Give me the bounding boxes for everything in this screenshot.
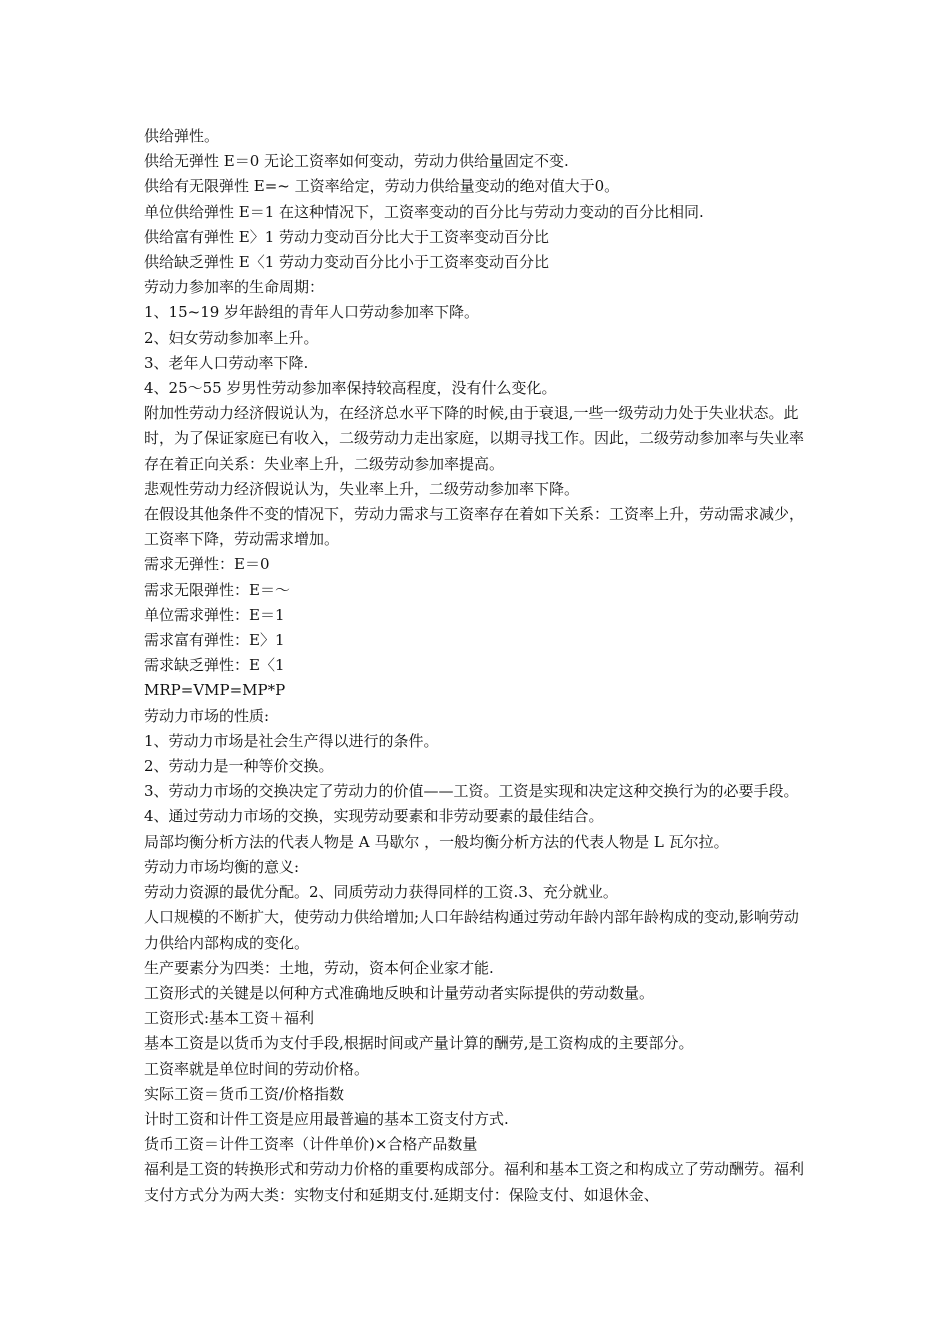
- paragraph: 在假设其他条件不变的情况下，劳动力需求与工资率存在着如下关系：工资率上升，劳动需求减少，工资率下降，劳动需求增加。: [144, 505, 805, 549]
- paragraph: 供给无弹性 E＝0 无论工资率如何变动，劳动力供给量固定不变.: [144, 152, 569, 171]
- paragraph: 1、15~19 岁年龄组的青年人口劳动参加率下降。: [144, 303, 480, 322]
- paragraph: 劳动力市场均衡的意义:: [144, 857, 300, 876]
- paragraph: 供给弹性。: [144, 127, 220, 145]
- document-body: [144, 124, 808, 1208]
- paragraph: 劳动力市场的性质:: [144, 706, 270, 725]
- paragraph: 实际工资＝货币工资/价格指数: [144, 1084, 345, 1103]
- paragraph: 需求无弹性：E＝0: [144, 555, 270, 574]
- paragraph: 生产要素分为四类：土地，劳动，资本何企业家才能.: [144, 958, 494, 977]
- paragraph: 供给富有弹性 E〉1 劳动力变动百分比大于工资率变动百分比: [144, 227, 550, 246]
- paragraph: 劳动力资源的最优分配。2、同质劳动力获得同样的工资.3、充分就业。: [144, 883, 618, 902]
- paragraph: 4、25～55 岁男性劳动参加率保持较高程度，没有什么变化。: [144, 379, 557, 398]
- paragraph: 工资形式:基本工资＋福利: [144, 1009, 315, 1028]
- paragraph: 货币工资＝计件工资率（计件单价)×合格产品数量: [144, 1135, 478, 1154]
- paragraph: 局部均衡分析方法的代表人物是 A 马歇尔 ，一般均衡分析方法的代表人物是 L 瓦尔拉。: [144, 832, 729, 851]
- paragraph: 劳动力参加率的生命周期：: [144, 278, 325, 297]
- paragraph: MRP=VMP=MP*P: [144, 681, 286, 700]
- paragraph: 单位供给弹性 E＝1 在这种情况下，工资率变动的百分比与劳动力变动的百分比相同.: [144, 202, 704, 221]
- paragraph: 工资形式的关键是以何种方式准确地反映和计量劳动者实际提供的劳动数量。: [144, 983, 655, 1002]
- paragraph: 4、通过劳动力市场的交换，实现劳动要素和非劳动要素的最佳结合。: [144, 807, 604, 826]
- paragraph: 悲观性劳动力经济假说认为，失业率上升，二级劳动参加率下降。: [144, 479, 580, 498]
- paragraph: 需求无限弹性：E＝～: [144, 580, 290, 599]
- paragraph: 计时工资和计件工资是应用最普遍的基本工资支付方式.: [144, 1109, 509, 1128]
- paragraph: 工资率就是单位时间的劳动价格。: [144, 1059, 370, 1078]
- paragraph: 附加性劳动力经济假说认为，在经济总水平下降的时候,由于衰退,一些一级劳动力处于失业状态。此时，为了保证家庭已有收入，二级劳动力走出家庭，以期寻找工作。因此，二级劳动参加率与失业率存在着正向关系：失业率上升，二级劳动参加率提高。: [144, 404, 805, 473]
- paragraph: 1、劳动力市场是社会生产得以进行的条件。: [144, 731, 439, 750]
- paragraph: 2、劳动力是一种等价交换。: [144, 757, 334, 776]
- paragraph: 单位需求弹性：E＝1: [144, 605, 285, 624]
- paragraph: 人口规模的不断扩大，使劳动力供给增加;人口年龄结构通过劳动年龄内部年龄构成的变动,影响劳动力供给内部构成的变化。: [144, 908, 799, 952]
- paragraph: 供给缺乏弹性 E〈1 劳动力变动百分比小于工资率变动百分比: [144, 253, 550, 272]
- paragraph: 需求缺乏弹性：E〈1: [144, 656, 285, 675]
- paragraph: 3、老年人口劳动率下降.: [144, 353, 309, 372]
- paragraph: 福利是工资的转换形式和劳动力价格的重要构成部分。福利和基本工资之和构成立了劳动酬劳。福利支付方式分为两大类：实物支付和延期支付.延期支付：保险支付、如退休金、: [144, 1160, 805, 1204]
- paragraph: 供给有无限弹性 E=~ 工资率给定，劳动力供给量变动的绝对值大于0。: [144, 177, 620, 196]
- paragraph: 2、妇女劳动参加率上升。: [144, 328, 319, 347]
- paragraph: 需求富有弹性：E〉1: [144, 631, 285, 650]
- paragraph: 3、劳动力市场的交换决定了劳动力的价值——工资。工资是实现和决定这种交换行为的必要手段。: [144, 782, 799, 801]
- paragraph: 基本工资是以货币为支付手段,根据时间或产量计算的酬劳,是工资构成的主要部分。: [144, 1034, 694, 1053]
